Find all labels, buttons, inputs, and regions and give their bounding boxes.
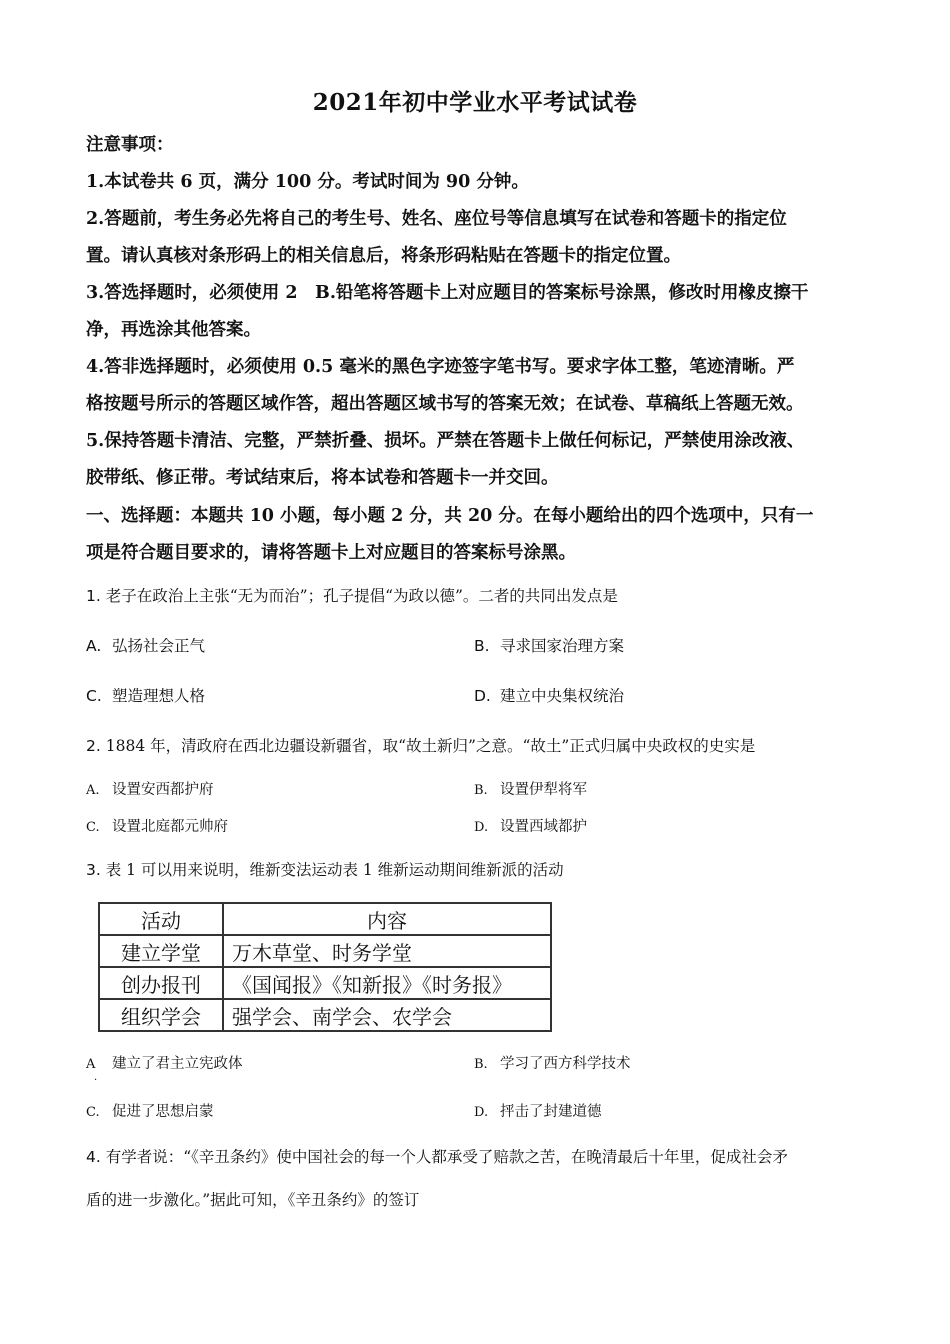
option-letter: D. — [474, 820, 489, 835]
option-text: 弘扬社会正气 — [112, 637, 206, 655]
option-text: 促进了思想启蒙 — [112, 1104, 214, 1120]
q2-option-b[interactable] — [474, 778, 587, 799]
option-letter: B. — [474, 1057, 488, 1072]
table-cell: 组织学会 — [99, 999, 223, 1031]
question-4-stem-cont: 盾的进一步激化。”据此可知，《辛丑条约》的签订 — [86, 1191, 420, 1209]
question-text: 有学者说：“《辛丑条约》使中国社会的每一个人都承受了赔款之苦，在晚清最后十年里，促成社会矛 — [105, 1148, 788, 1166]
option-text: 设置安西都护府 — [112, 782, 214, 798]
option-letter: A. — [86, 783, 100, 798]
table-cell: 《国闻报》《知新报》《时务报》 — [223, 967, 551, 999]
question-number: 1. — [86, 587, 101, 605]
note-line: 5.保持答题卡清洁、完整，严禁折叠、损坏。严禁在答题卡上做任何标记，严禁使用涂改液、 — [86, 431, 805, 451]
option-letter: B. — [474, 637, 490, 655]
note-line: 2.答题前，考生务必先将自己的考生号、姓名、座位号等信息填写在试卷和答题卡的指定位 — [86, 209, 787, 229]
question-number: 2. — [86, 737, 101, 755]
table-header-cell: 内容 — [223, 903, 551, 935]
question-text: 表 1 可以用来说明，维新变法运动表 1 维新运动期间维新派的活动 — [105, 861, 564, 879]
q3-option-b[interactable] — [474, 1052, 631, 1073]
option-letter: B. — [474, 783, 488, 798]
question-text: 1884 年，清政府在西北边疆设新疆省，取“故土新归”之意。“故土”正式归属中央政权的史实是 — [105, 737, 756, 755]
note-line: 4.答非选择题时，必须使用 0.5 毫米的黑色字迹签字笔书写。要求字体工整，笔迹清晰。严 — [86, 357, 795, 377]
q1-option-d[interactable] — [474, 684, 624, 706]
note-line: 净，再选涂其他答案。 — [86, 320, 261, 340]
q1-option-a[interactable] — [86, 634, 205, 656]
table-header-cell: 活动 — [99, 903, 223, 935]
table-cell: 创办报刊 — [99, 967, 223, 999]
option-text: 设置伊犁将军 — [500, 782, 587, 798]
q3-option-d[interactable] — [474, 1100, 602, 1121]
q2-option-c[interactable] — [86, 815, 228, 836]
q3-option-c[interactable] — [86, 1100, 214, 1121]
section-heading: 项是符合题目要求的，请将答题卡上对应题目的答案标号涂黑。 — [86, 543, 576, 563]
q3-option-a[interactable] — [86, 1052, 243, 1073]
table-cell: 万木草堂、时务学堂 — [223, 935, 551, 967]
section-heading: 一、选择题：本题共 10 小题，每小题 2 分，共 20 分。在每小题给出的四个选项中，只有一 — [86, 506, 814, 526]
q1-option-b[interactable] — [474, 634, 624, 656]
table-cell: 建立学堂 — [99, 935, 223, 967]
option-text: 学习了西方科学技术 — [500, 1056, 631, 1072]
option-letter: A. — [86, 637, 102, 655]
option-text: 塑造理想人格 — [112, 687, 206, 705]
option-letter: C. — [86, 820, 100, 835]
table-row — [99, 967, 551, 999]
q2-option-d[interactable] — [474, 815, 587, 836]
note-line: 胶带纸、修正带。考试结束后，将本试卷和答题卡一并交回。 — [86, 468, 559, 488]
table-row — [99, 935, 551, 967]
q2-option-a[interactable] — [86, 778, 214, 799]
table-row — [99, 999, 551, 1031]
question-2-stem — [86, 734, 755, 756]
q1-option-c[interactable] — [86, 684, 205, 706]
note-line: 1.本试卷共 6 页，满分 100 分。考试时间为 90 分钟。 — [86, 172, 529, 192]
question-1-stem — [86, 584, 618, 606]
option-letter: C. — [86, 687, 102, 705]
table-header-row — [99, 903, 551, 935]
option-letter: D. — [474, 1105, 489, 1120]
question-number: 4. — [86, 1148, 101, 1166]
stray-dot: · — [94, 1075, 98, 1086]
question-4-stem — [86, 1145, 788, 1167]
note-line: 3.答选择题时，必须使用 2 B.铅笔将答题卡上对应题目的答案标号涂黑，修改时用橡皮擦干 — [86, 283, 809, 303]
option-letter: A — [86, 1057, 96, 1072]
question-text: 老子在政治上主张“无为而治”；孔子提倡“为政以德”。二者的共同出发点是 — [105, 587, 618, 605]
option-text: 建立了君主立宪政体 — [112, 1056, 243, 1072]
note-line: 置。请认真核对条形码上的相关信息后，将条形码粘贴在答题卡的指定位置。 — [86, 246, 681, 266]
question-number: 3. — [86, 861, 101, 879]
notes-heading: 注意事项： — [86, 135, 174, 155]
option-letter: D. — [474, 687, 491, 705]
option-text: 抨击了封建道德 — [500, 1104, 602, 1120]
option-text: 寻求国家治理方案 — [500, 637, 625, 655]
note-line: 格按题号所示的答题区域作答，超出答题区域书写的答案无效；在试卷、草稿纸上答题无效。 — [86, 394, 804, 414]
question-3-stem — [86, 858, 564, 880]
option-letter: C. — [86, 1105, 100, 1120]
option-text: 建立中央集权统治 — [500, 687, 625, 705]
exam-title: 2021年初中学业水平考试试卷 — [312, 89, 638, 116]
table-cell: 强学会、南学会、农学会 — [223, 999, 551, 1031]
option-text: 设置北庭都元帅府 — [112, 819, 228, 835]
option-text: 设置西域都护 — [500, 819, 587, 835]
reform-activities-table — [98, 902, 552, 1032]
